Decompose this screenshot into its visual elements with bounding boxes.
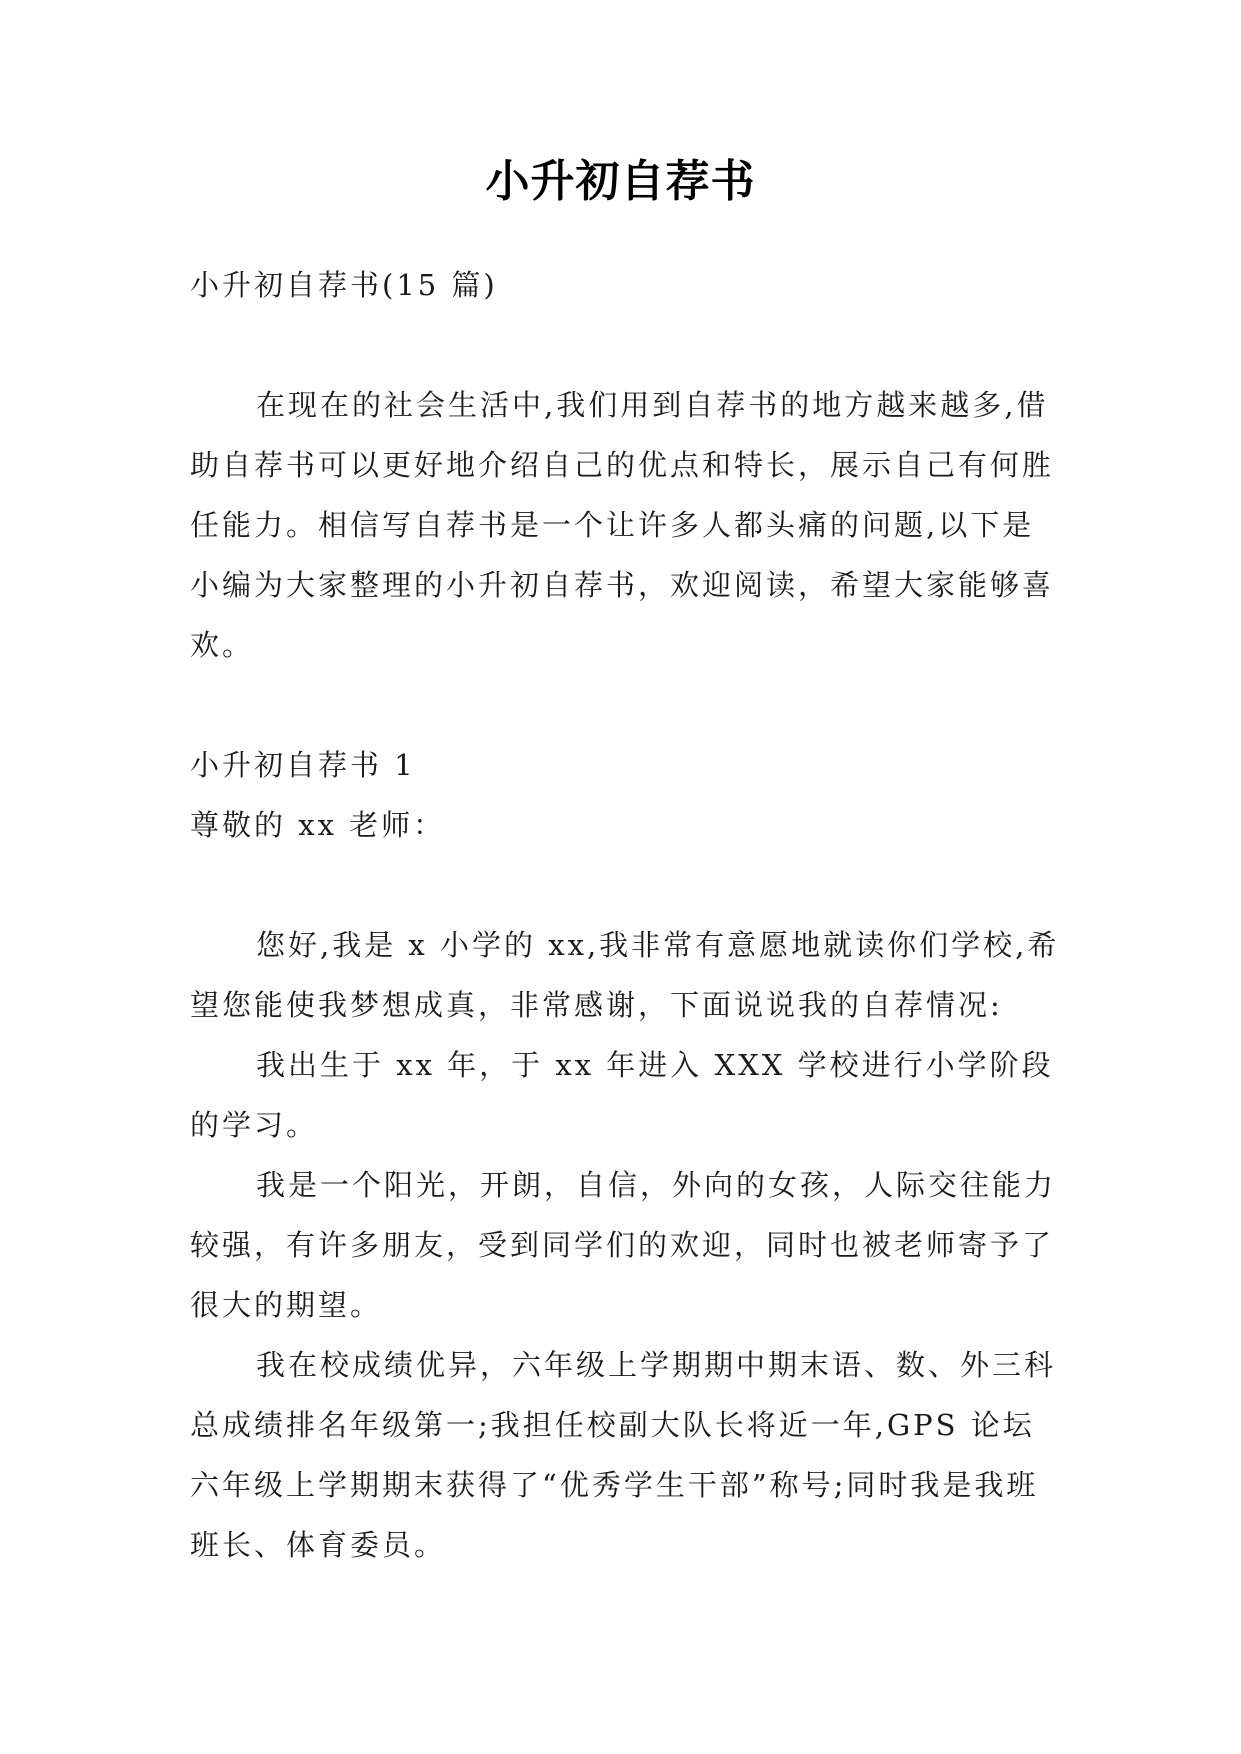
blank-line [190, 855, 1060, 915]
body-paragraph: 我是一个阳光，开朗，自信，外向的女孩，人际交往能力较强，有许多朋友，受到同学们的欢迎，同时也被老师寄予了很大的期望。 [190, 1168, 1057, 1322]
section-heading: 小升初自荐书 1 [190, 748, 416, 782]
blank-line [190, 675, 1060, 735]
body-paragraph: 我出生于 xx 年，于 xx 年进入 XXX 学校进行小学阶段的学习。 [190, 1048, 1054, 1142]
salutation: 尊敬的 xx 老师： [190, 808, 446, 842]
body-paragraph: 您好,我是 x 小学的 xx,我非常有意愿地就读你们学校,希望您能使我梦想成真，非常感谢，下面说说我的自荐情况: [190, 928, 1060, 1022]
blank-line [190, 315, 1060, 375]
document-subtitle: 小升初自荐书(15 篇) [190, 268, 498, 302]
body-paragraph: 我在校成绩优异，六年级上学期期中期末语、数、外三科总成绩排名年级第一;我担任校副大队长将近一年,GPS 论坛六年级上学期期末获得了“优秀学生干部”称号;同时我是我班班长、体育委员。 [190, 1348, 1057, 1562]
intro-paragraph: 在现在的社会生活中,我们用到自荐书的地方越来越多,借助自荐书可以更好地介绍自己的优点和特长，展示自己有何胜任能力。相信写自荐书是一个让许多人都头痛的问题,以下是小编为大家整理的小升初自荐书，欢迎阅读，希望大家能够喜欢。 [190, 388, 1055, 662]
document-title: 小升初自荐书 [485, 156, 756, 207]
document-body [190, 255, 1060, 1575]
